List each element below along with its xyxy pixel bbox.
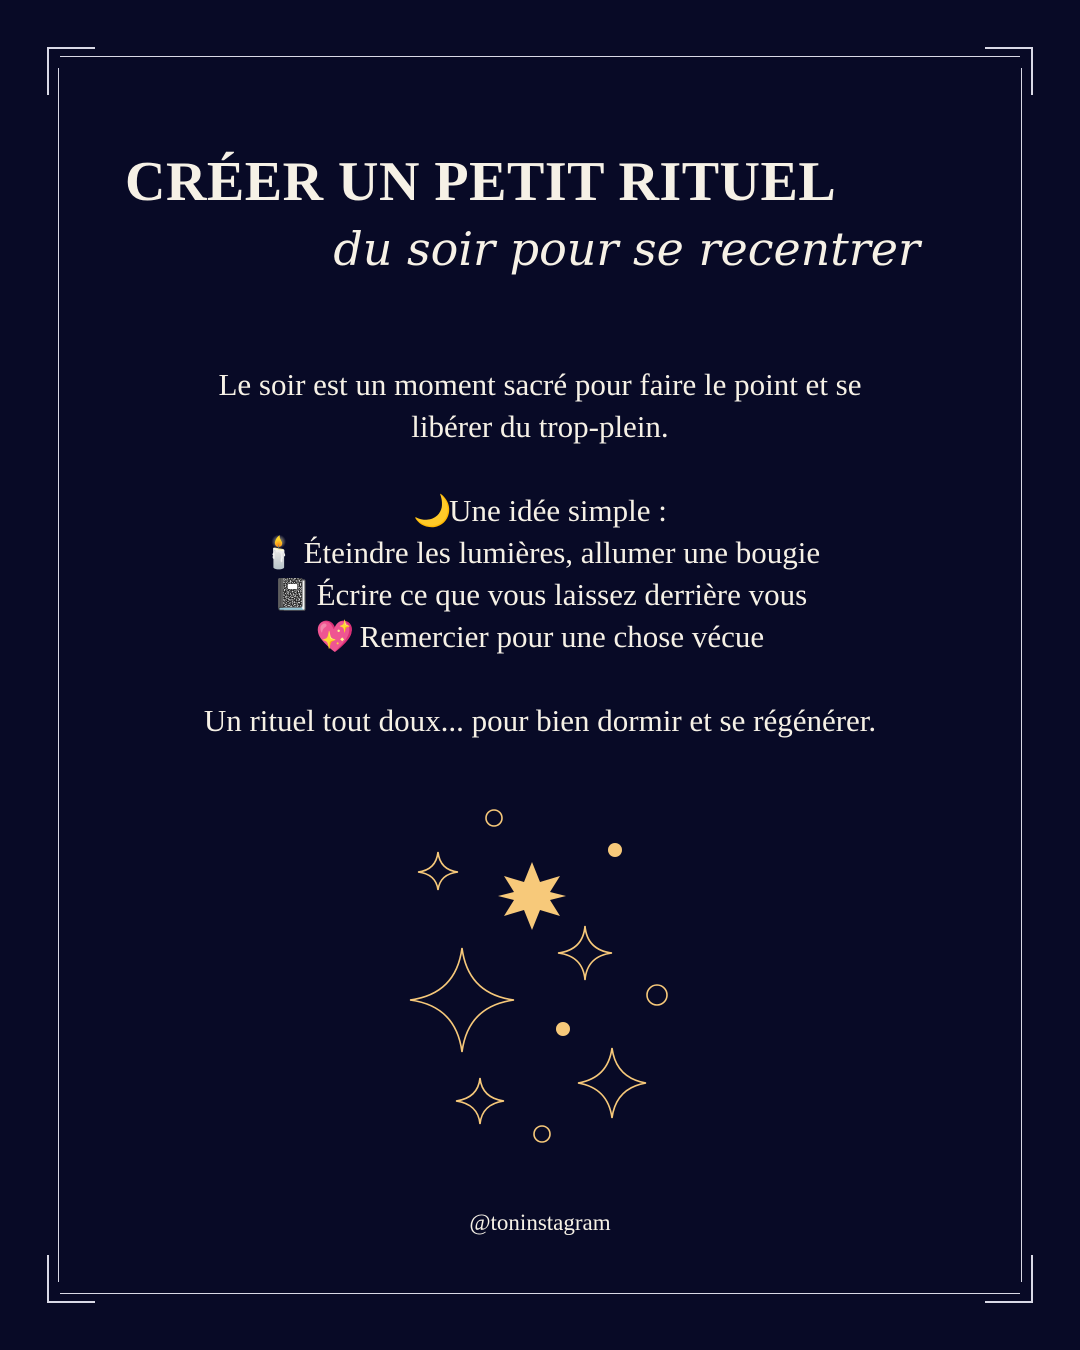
page-title: CRÉER UN PETIT RITUEL (125, 151, 837, 213)
sparkle-icon (456, 1078, 504, 1124)
frame-corner-tl-h (47, 47, 95, 49)
list-item-text: Remercier pour une chose vécue (359, 619, 765, 654)
frame-right-line (1021, 68, 1022, 1282)
sparkling-heart-icon: 💖 (315, 619, 355, 654)
large-sparkle-icon (410, 948, 514, 1052)
list-item (100, 532, 980, 574)
page-subtitle: du soir pour se recentrer (333, 222, 920, 276)
sparkle-icon (418, 852, 458, 890)
frame-corner-tr-v (1031, 47, 1033, 95)
instagram-handle: @toninstagram (469, 1210, 611, 1235)
list-item (100, 616, 980, 658)
outro-text: Un rituel tout doux... pour bien dormir et se régénérer. (203, 703, 877, 738)
frame-corner-bl-h (47, 1301, 95, 1303)
notebook-icon: 📓 (272, 577, 312, 612)
list-item (100, 574, 980, 616)
stars-illustration (380, 790, 700, 1160)
idea-list (100, 490, 980, 658)
frame-top-line (60, 56, 1020, 57)
list-item-text: Écrire ce que vous laissez derrière vous (316, 577, 808, 612)
intro-line-1: Le soir est un moment sacré pour faire le point et se (218, 367, 862, 402)
ring-dot-icon (486, 810, 502, 826)
frame-corner-br-h (985, 1301, 1033, 1303)
sparkle-icon (578, 1048, 646, 1118)
frame-corner-tr-h (985, 47, 1033, 49)
frame-corner-tl-v (47, 47, 49, 95)
idea-heading-row (100, 490, 980, 532)
frame-bottom-line (60, 1293, 1020, 1294)
dot-icon (556, 1022, 570, 1036)
dot-icon (608, 843, 622, 857)
intro-paragraph (100, 364, 980, 448)
idea-heading: Une idée simple : (449, 493, 667, 528)
ring-dot-icon (534, 1126, 550, 1142)
frame-corner-bl-v (47, 1255, 49, 1303)
filled-star-icon (498, 862, 566, 930)
frame-corner-br-v (1031, 1255, 1033, 1303)
list-item-text: Éteindre les lumières, allumer une bougie (303, 535, 821, 570)
crescent-moon-icon: 🌙 (413, 493, 452, 528)
candle-icon: 🕯️ (259, 535, 299, 570)
ring-dot-icon (647, 985, 667, 1005)
intro-line-2: libérer du trop-plein. (411, 409, 669, 444)
frame-left-line (58, 68, 59, 1282)
sparkle-icon (558, 926, 612, 980)
